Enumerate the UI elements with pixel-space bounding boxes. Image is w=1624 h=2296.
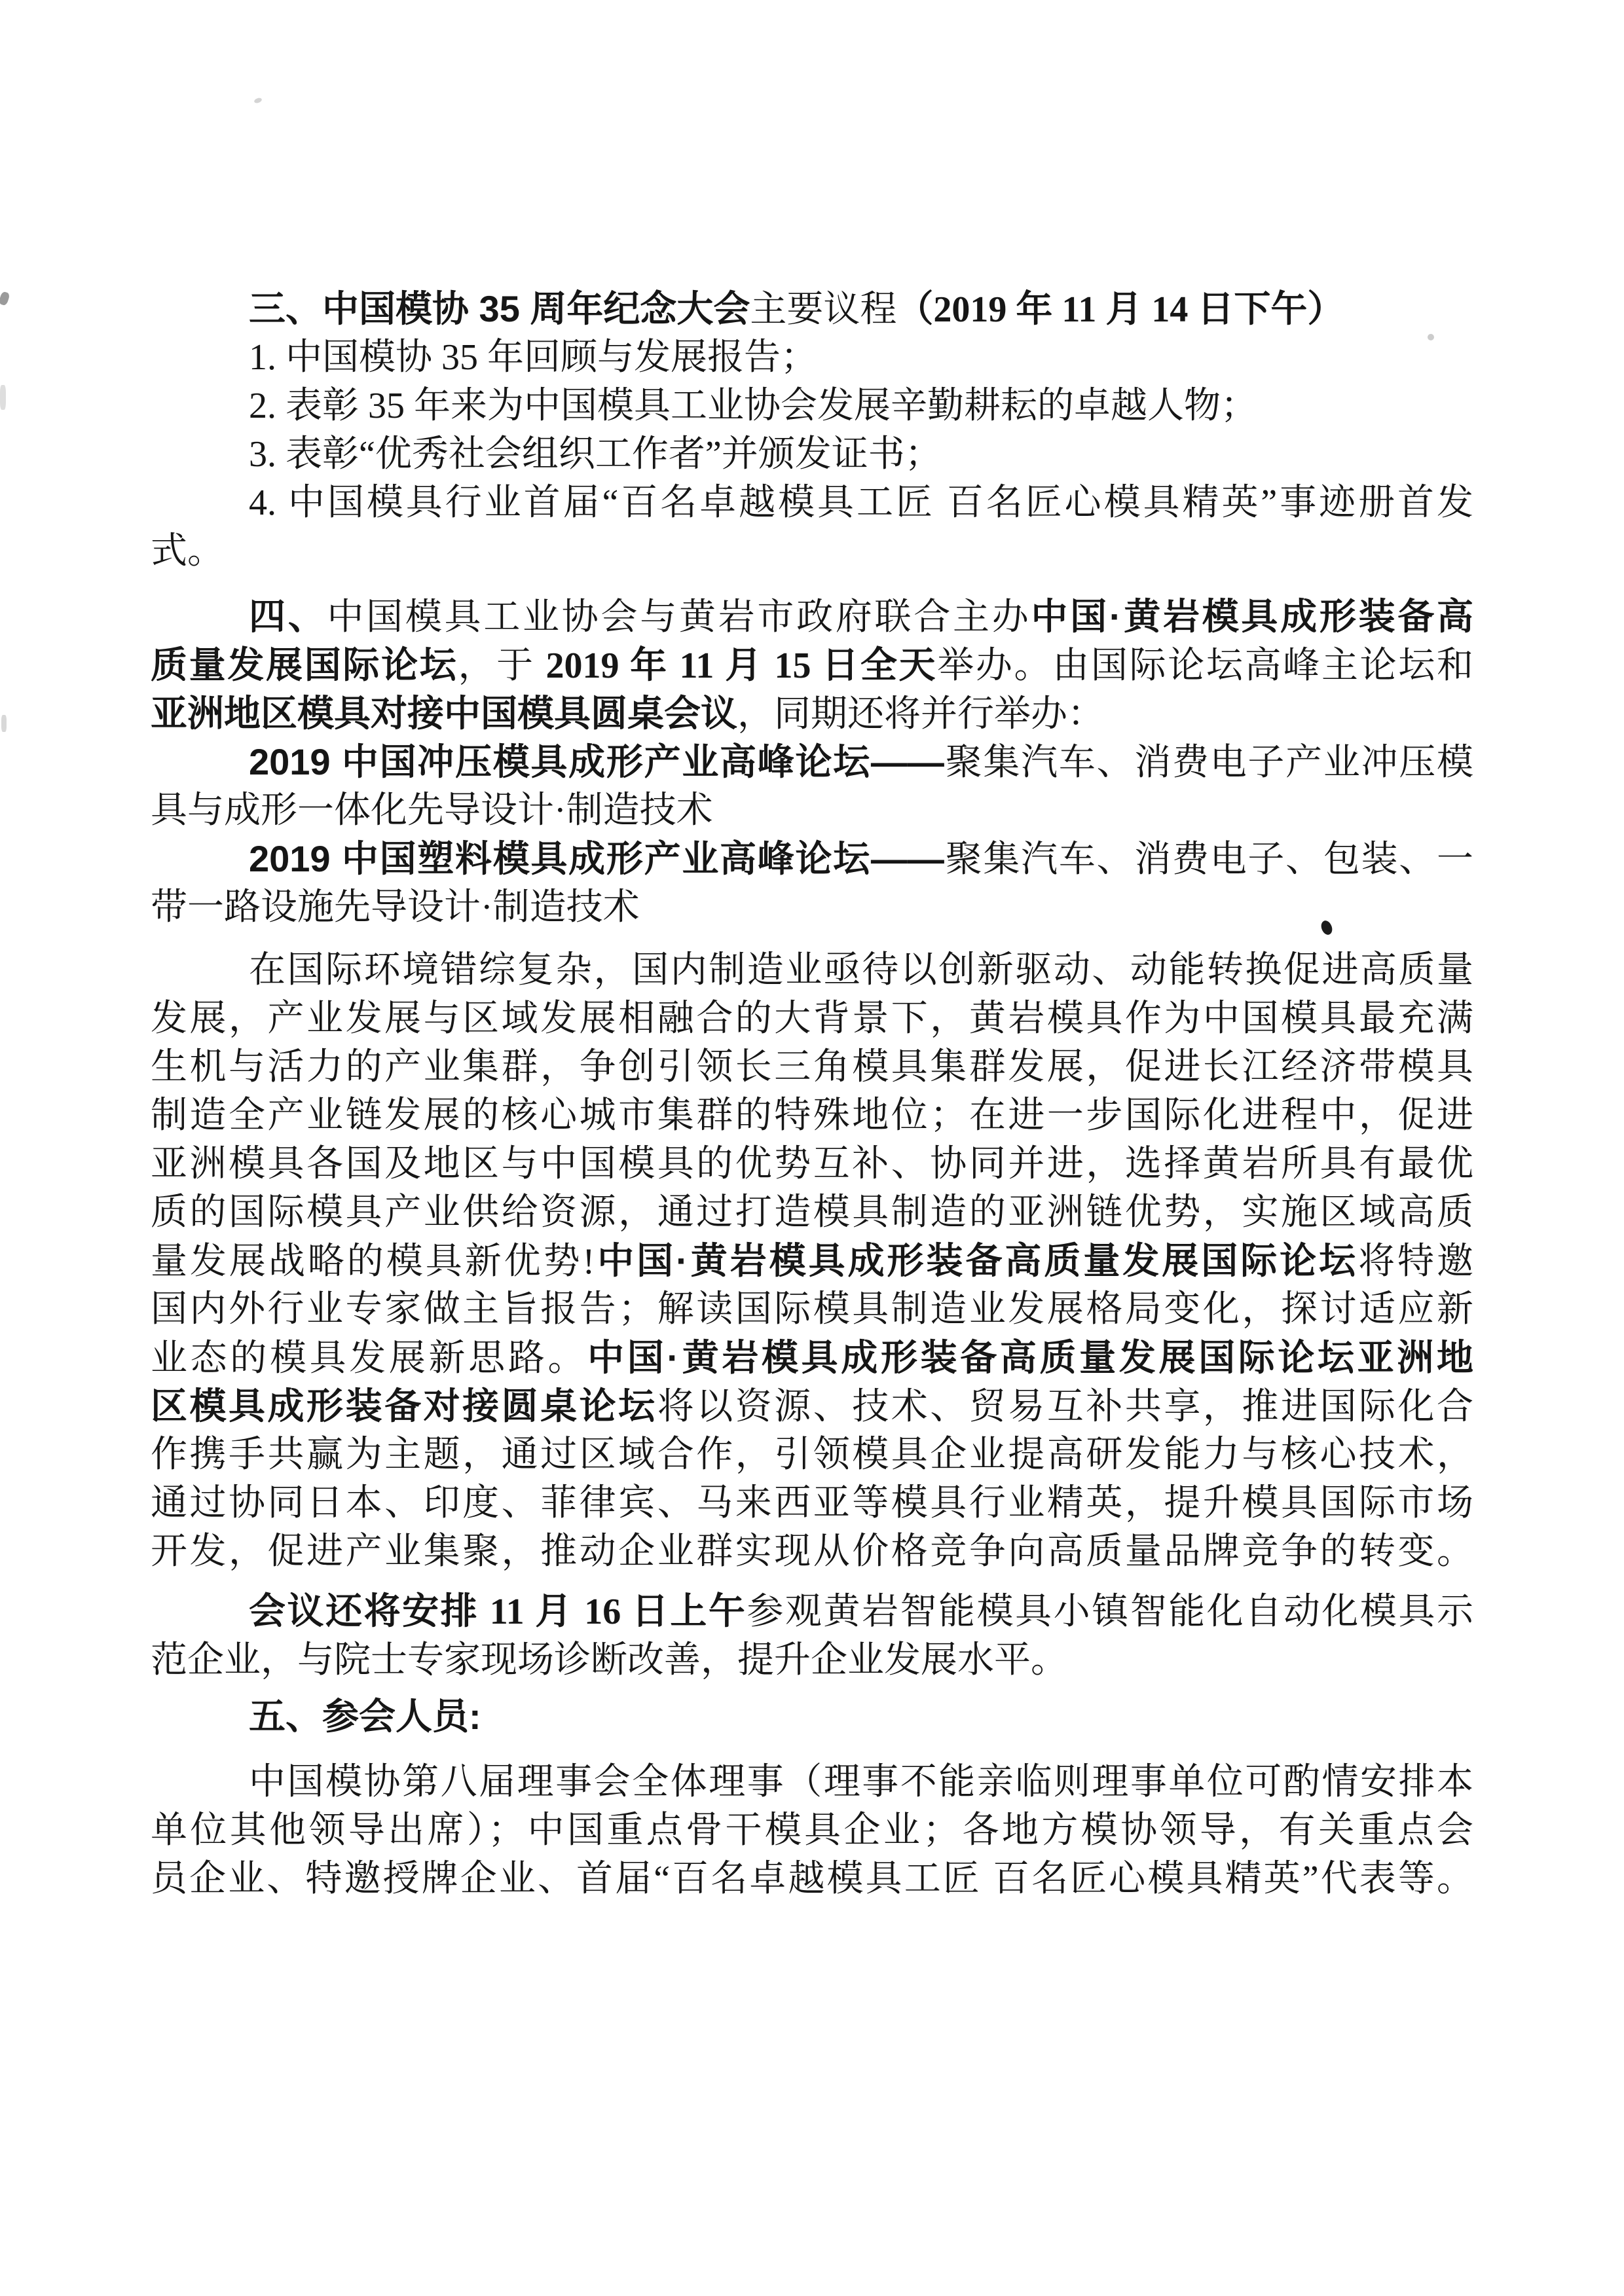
list-item-1: [151, 333, 1473, 382]
text-segment: 2019 年 11 月 15 日全天: [545, 646, 938, 686]
text-segment: 开发，促进产业集聚，推动企业群实现从价格竞争向高质量品牌竞争的转变。: [151, 1531, 1473, 1572]
text-segment: ，同期还将并行举办：: [737, 694, 1104, 735]
text-segment: 亚洲地区模具对接中国模具圆桌会议: [151, 693, 737, 734]
body-paragraph-line-5: [151, 1140, 1473, 1188]
text-segment: 带一路设施先导设计·制造技术: [151, 887, 640, 928]
text-segment: ，于: [458, 646, 546, 686]
text-segment: 生机与活力的产业集群，争创引领长三角模具集群发展，促进长江经济带模具: [151, 1047, 1473, 1087]
text-segment: 单位其他领导出席）；中国重点骨干模具企业；各地方模协领导，有关重点会: [151, 1810, 1473, 1851]
text-segment: 区模具成形装备对接圆桌论坛: [151, 1385, 657, 1427]
scan-speck: [1, 715, 7, 732]
text-segment: 将特邀: [1358, 1241, 1474, 1282]
text-segment: （2019 年 11 月 14 日下午）: [896, 289, 1344, 330]
text-segment: 2019 中国塑料模具成形产业高峰论坛——: [249, 838, 944, 879]
scan-speck: [253, 97, 263, 104]
scan-speck: [0, 291, 10, 306]
text-segment: 主要议程: [750, 289, 897, 330]
section-4-line-3: [151, 689, 1473, 738]
text-segment: 中国模具工业协会与黄岩市政府联合主办: [327, 597, 1031, 638]
body-paragraph-line-8: [151, 1285, 1473, 1334]
section-heading-5: [151, 1692, 1473, 1741]
list-item-4-line-2: [151, 527, 1473, 575]
text-segment: 4. 中国模具行业首届“百名卓越模具工匠 百名匠心模具精英”事迹册首发: [249, 483, 1473, 523]
forum-plastic-line-2: [151, 883, 1473, 932]
text-segment: 质量发展国际论坛: [151, 644, 458, 685]
text-segment: 聚集汽车、消费电子、包装、一: [944, 839, 1474, 880]
attendees-line-1: [151, 1758, 1473, 1806]
section-4-line-1: [151, 592, 1473, 641]
text-segment: 中国·黄岩模具成形装备高质量发展国际论坛: [595, 1240, 1359, 1281]
scan-speck: [0, 385, 6, 410]
text-segment: 中国模协第八届理事会全体理事（理事不能亲临则理事单位可酌情安排本: [249, 1762, 1473, 1802]
list-item-2: [151, 382, 1473, 430]
text-segment: 作携手共赢为主题，通过区域合作，引领模具企业提高研发能力与核心技术，: [151, 1434, 1473, 1475]
body-paragraph-line-11: [151, 1430, 1473, 1479]
text-segment: 业态的模具发展新思路。: [151, 1338, 588, 1379]
document-body: [151, 285, 1473, 1903]
text-segment: 四、: [249, 596, 327, 637]
visit-paragraph-line-2: [151, 1636, 1473, 1685]
body-paragraph-line-7: [151, 1237, 1473, 1285]
text-segment: 中国·黄岩模具成形装备高: [1031, 596, 1474, 637]
body-paragraph-line-9: [151, 1334, 1473, 1382]
body-paragraph-line-4: [151, 1091, 1473, 1140]
text-segment: 式。: [151, 531, 224, 572]
text-segment: 员企业、特邀授牌企业、首届“百名卓越模具工匠 百名匠心模具精英”代表等。: [151, 1859, 1473, 1899]
text-segment: 在国际环境错综复杂，国内制造业亟待以创新驱动、动能转换促进高质量: [249, 950, 1473, 991]
text-segment: 质的国际模具产业供给资源，通过打造模具制造的亚洲链优势，实施区域高质: [151, 1192, 1473, 1233]
scan-speck: [1428, 334, 1434, 340]
text-segment: 举办。由国际论坛高峰主论坛和: [937, 646, 1474, 686]
attendees-line-3: [151, 1855, 1473, 1903]
body-paragraph-line-12: [151, 1479, 1473, 1527]
body-paragraph-line-1: [151, 946, 1473, 994]
text-segment: 3. 表彰“优秀社会组织工作者”并颁发证书；: [249, 434, 942, 475]
text-segment: 2. 表彰 35 年来为中国模具工业协会发展辛勤耕耘的卓越人物；: [249, 386, 1257, 426]
text-segment: 中国·黄岩模具成形装备高质量发展国际论坛亚洲地: [587, 1337, 1474, 1378]
body-paragraph-line-10: [151, 1382, 1473, 1430]
body-paragraph-line-6: [151, 1188, 1473, 1237]
forum-stamping-line-2: [151, 786, 1473, 835]
text-segment: 通过协同日本、印度、菲律宾、马来西亚等模具行业精英，提升模具国际市场: [151, 1483, 1473, 1523]
attendees-line-2: [151, 1806, 1473, 1855]
text-segment: 1. 中国模协 35 年回顾与发展报告；: [249, 337, 817, 378]
text-segment: 五、参会人员:: [249, 1696, 481, 1737]
text-segment: 会议还将安排 11 月 16 日上午: [249, 1592, 747, 1632]
text-segment: 参观黄岩智能模具小镇智能化自动化模具示: [747, 1592, 1473, 1632]
text-segment: 范企业，与院士专家现场诊断改善，提升企业发展水平。: [151, 1640, 1067, 1681]
body-paragraph-line-2: [151, 994, 1473, 1043]
text-segment: 三、中国模协 35 周年纪念大会: [249, 288, 750, 329]
body-paragraph-line-3: [151, 1043, 1473, 1091]
text-segment: 制造全产业链发展的核心城市集群的特殊地位；在进一步国际化进程中，促进: [151, 1095, 1473, 1136]
forum-stamping-line-1: [151, 738, 1473, 786]
text-segment: 亚洲模具各国及地区与中国模具的优势互补、协同并进，选择黄岩所具有最优: [151, 1144, 1473, 1184]
text-segment: 国内外行业专家做主旨报告；解读国际模具制造业发展格局变化，探讨适应新: [151, 1289, 1473, 1330]
text-segment: 量发展战略的模具新优势!: [151, 1241, 595, 1282]
section-heading-3: [151, 285, 1473, 333]
section-4-line-2: [151, 641, 1473, 689]
text-segment: 具与成形一体化先导设计·制造技术: [151, 790, 713, 831]
text-segment: 发展，产业发展与区域发展相融合的大背景下，黄岩模具作为中国模具最充满: [151, 998, 1473, 1039]
text-segment: 2019 中国冲压模具成形产业高峰论坛——: [249, 741, 944, 782]
visit-paragraph-line-1: [151, 1588, 1473, 1636]
text-segment: 聚集汽车、消费电子产业冲压模: [944, 742, 1474, 783]
body-paragraph-line-13: [151, 1527, 1473, 1576]
list-item-3: [151, 430, 1473, 479]
forum-plastic-line-1: [151, 835, 1473, 883]
list-item-4-line-1: [151, 479, 1473, 527]
text-segment: 将以资源、技术、贸易互补共享，推进国际化合: [657, 1387, 1474, 1427]
